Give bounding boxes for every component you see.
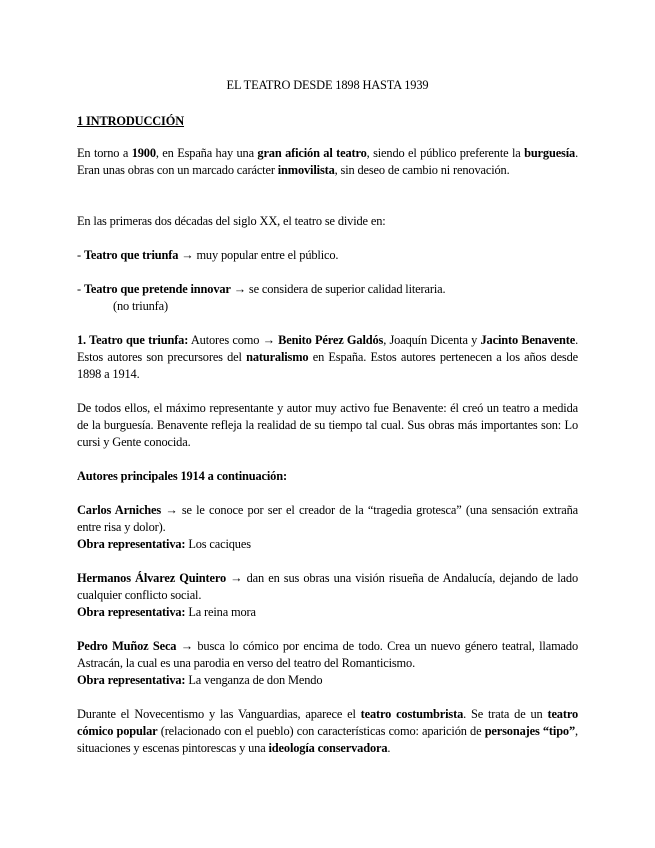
text-run: → dan en sus obras una visión risueña de Andalucía, dejando de lado cualquier conflicto social. [77,571,578,602]
text-run: , en España hay una [155,146,258,160]
paragraph-alvarez-quintero [77,570,578,604]
text-run: (relacionado con el pueblo) con características como: aparición de [157,724,485,738]
bold-run: 1. Teatro que triunfa: [77,333,189,347]
list-item-teatro-innovar [77,281,578,298]
paragraph-benavente [77,400,578,451]
bold-run: burguesía [524,146,576,160]
text-run: , Joaquín Dicenta y [383,333,481,347]
bold-run: Hermanos Álvarez Quintero [77,571,226,585]
text-run: , siendo el público preferente la [366,146,525,160]
bold-run: Teatro que triunfa [83,248,179,262]
text-run: → se considera de superior calidad literaria. [230,282,446,296]
bold-run: personajes “tipo” [484,724,576,738]
text-run: Autores como → [188,333,279,347]
bold-run: inmovilista [277,163,335,177]
text-run: - [77,282,84,296]
bold-run: teatro costumbrista [360,707,464,721]
text-run: , sin deseo de cambio ni renovación. [334,163,510,177]
text-run: . Eran unas obras con un marcado carácter [77,146,579,177]
text-run: Los caciques [185,537,251,551]
paragraph-division [77,213,578,230]
paragraph-teatro-costumbrista [77,706,578,757]
list-item-teatro-triunfa [77,247,578,264]
text-run: La venganza de don Mendo [185,673,323,687]
bold-run: Obra representativa: [77,537,186,551]
bold-run: Autores principales 1914 a continuación: [77,469,287,483]
text-run: - [77,248,84,262]
bold-run: ideología conservadora [268,741,388,755]
bold-run: Teatro que pretende innovar [83,282,231,296]
bold-run: Jacinto Benavente [480,333,576,347]
paragraph-munoz-seca [77,638,578,672]
text-run: . Estos autores son precursores del [77,333,579,364]
text-run: . Se trata de un [463,707,548,721]
bold-run: gran afición al teatro [257,146,367,160]
bold-run: Pedro Muñoz Seca [77,639,177,653]
bold-run: Carlos Arniches [77,503,162,517]
text-run: . [387,741,391,755]
bold-run: Obra representativa: [77,605,186,619]
text-run: → busca lo cómico por encima de todo. Crea un nuevo género teatral, llamado Astracán, la cual es una parodia en verso del teatro del Romanticismo. [77,639,578,670]
note-no-triunfa [77,298,578,315]
section-heading-introduccion: 1 INTRODUCCIÓN [77,114,185,128]
text-run: Durante el Novecentismo y las Vanguardias, aparece el [77,707,361,721]
text-run: , situaciones y escenas pintorescas y una [77,724,578,755]
obra-representativa-arniches [77,536,578,553]
text-run: En torno a [77,146,132,160]
note-no-triunfa-text: (no triunfa) [113,299,168,313]
text-run: en España. Estos autores pertenecen a los años desde 1898 a 1914. [77,350,578,381]
bold-run: 1900 [131,146,156,160]
obra-representativa-quintero [77,604,578,621]
paragraph-aficion-teatro [77,145,578,179]
paragraph-teatro-que-triunfa [77,332,578,383]
text-run: La reina mora [185,605,256,619]
bold-run: naturalismo [246,350,309,364]
text-run: De todos ellos, el máximo representante y autor muy activo fue Benavente: él creó un teatro a medida de la burguesía. Benavente refleja la realidad de su tiempo tal cual. Sus obras más importantes son: Lo cursi y Gente conocida. [77,401,578,449]
text-run: → se le conoce por ser el creador de la “tragedia grotesca” (una sensación extraña entre risa y dolor). [77,503,579,534]
bold-run: Obra representativa: [77,673,186,687]
bold-run: teatro cómico popular [77,707,578,738]
subheading-autores-principales [77,468,578,485]
bold-run: Benito Pérez Galdós [278,333,384,347]
obra-representativa-munoz-seca [77,672,578,689]
text-run: En las primeras dos décadas del siglo XX, el teatro se divide en: [77,214,386,228]
text-run: → muy popular entre el público. [178,248,339,262]
paragraph-carlos-arniches [77,502,578,536]
document-title: EL TEATRO DESDE 1898 HASTA 1939 [226,78,429,92]
